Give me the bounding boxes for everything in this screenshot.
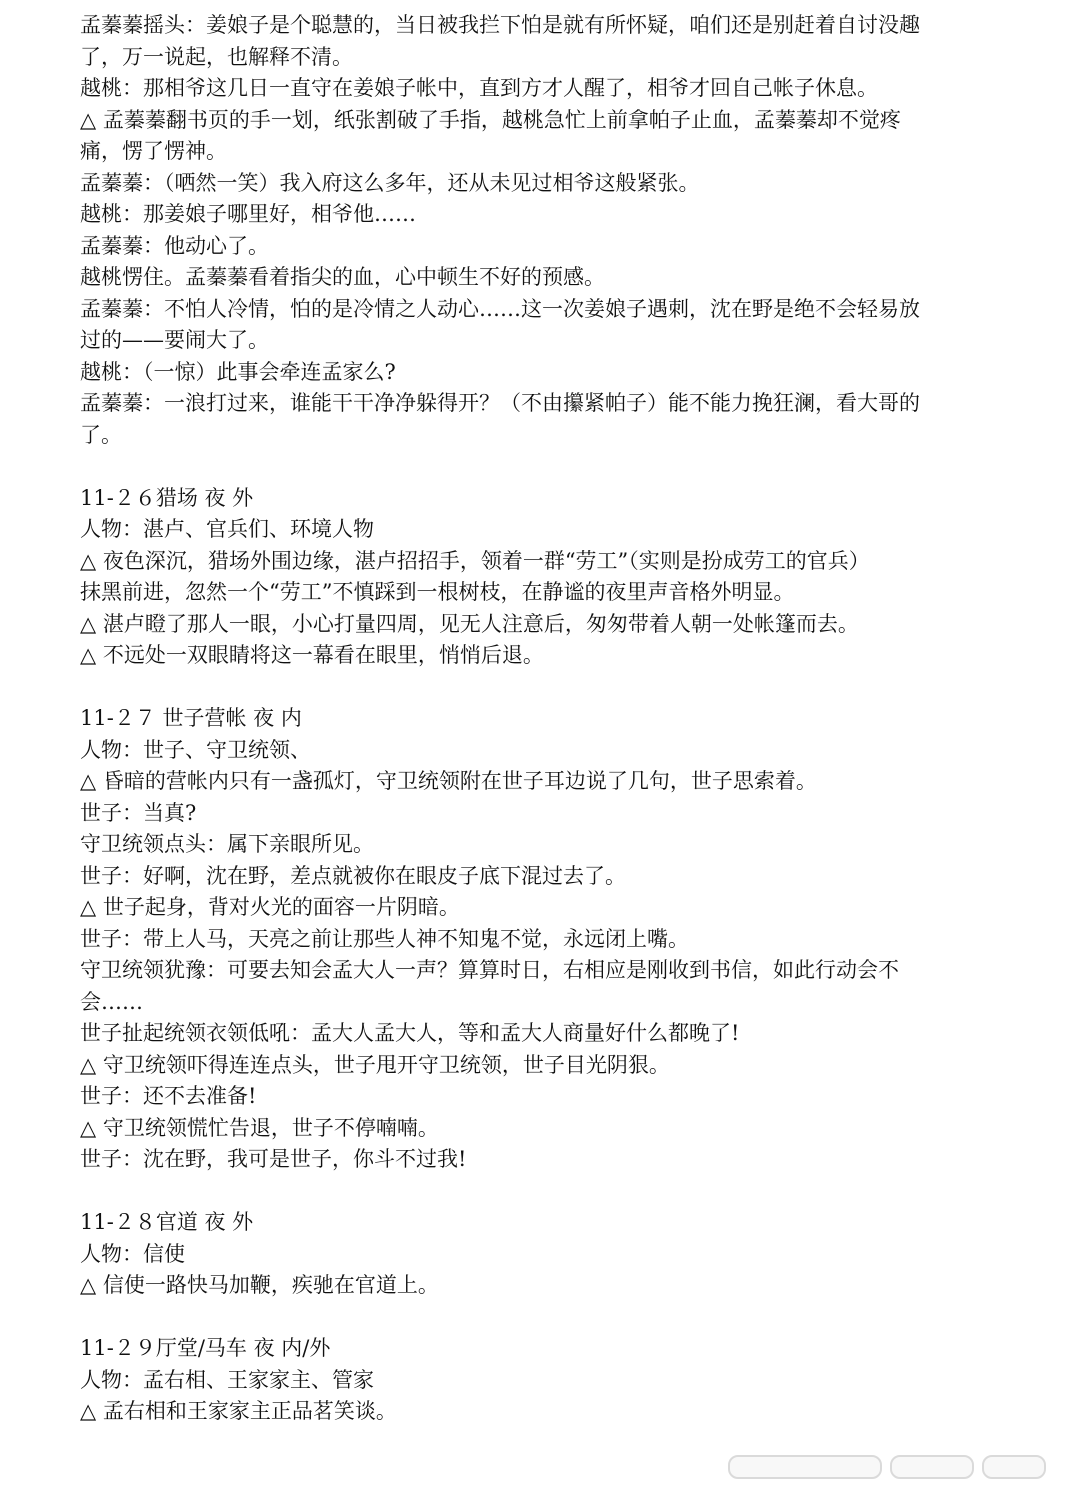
scene-11-26	[80, 483, 1040, 672]
scene-11-28	[80, 1207, 1040, 1302]
text-line: 人物：湛卢、官兵们、环境人物	[80, 517, 374, 541]
script-page	[80, 10, 1040, 1459]
text-line: 越桃愣住。孟蓁蓁看着指尖的血，心中顿生不好的预感。	[80, 265, 605, 289]
text-line: 世子：带上人马，天亮之前让那些人神不知鬼不觉，永远闭上嘴。	[80, 926, 689, 951]
watermark-bar	[890, 1455, 974, 1479]
text-line: 了，万一说起，也解释不清。	[80, 44, 353, 69]
text-line: 人物：信使	[80, 1241, 185, 1266]
text-line: 孟蓁蓁：一浪打过来，谁能干干净净躲得开？（不由攥紧帕子）能不能力挽狂澜，看大哥的	[80, 391, 920, 415]
text-line: △ 守卫统领吓得连连点头，世子甩开守卫统领，世子目光阴狠。	[80, 1052, 670, 1077]
text-line: △ 夜色深沉，猎场外围边缘，湛卢招招手，领着一群“劳工”（实则是扮成劳工的官兵）	[80, 548, 870, 573]
text-line: 越桃：那相爷这几日一直守在姜娘子帐中，直到方才人醒了，相爷才回自己帐子休息。	[80, 76, 878, 100]
text-line: △ 湛卢瞪了那人一眼，小心打量四周，见无人注意后，匆匆带着人朝一处帐篷而去。	[80, 611, 859, 636]
watermark-bar	[728, 1455, 882, 1479]
text-line: 会……	[80, 989, 143, 1014]
text-line: 世子：沈在野，我可是世子，你斗不过我!	[80, 1147, 467, 1171]
text-line: 世子扯起统领衣领低吼：孟大人孟大人，等和孟大人商量好什么都晚了!	[80, 1021, 740, 1045]
text-line: 越桃：（一惊）此事会牵连孟家么?	[80, 359, 396, 384]
text-line: 抹黑前进，忽然一个“劳工”不慎踩到一根树枝，在静谧的夜里声音格外明显。	[80, 580, 795, 604]
text-line: 守卫统领犹豫：可要去知会孟大人一声？算算时日，右相应是刚收到书信，如此行动会不	[80, 958, 899, 982]
text-line: 世子：还不去准备!	[80, 1084, 257, 1108]
text-line: △ 昏暗的营帐内只有一盏孤灯，守卫统领附在世子耳边说了几句，世子思索着。	[80, 769, 817, 793]
text-line: 世子：当真?	[80, 800, 197, 825]
text-line: △ 不远处一双眼睛将这一幕看在眼里，悄悄后退。	[80, 643, 544, 667]
text-line: 越桃：那姜娘子哪里好，相爷他……	[80, 202, 416, 226]
blurred-watermark-icon	[728, 1454, 1058, 1480]
text-line: 孟蓁蓁：他动心了。	[80, 233, 269, 258]
scene-intro	[80, 10, 1040, 451]
text-line: 人物：孟右相、王家家主、管家	[80, 1367, 374, 1392]
text-line: 过的——要闹大了。	[80, 328, 269, 352]
text-line: △ 孟右相和王家家主正品茗笑谈。	[80, 1399, 397, 1423]
text-line: △ 世子起身，背对火光的面容一片阴暗。	[80, 895, 460, 919]
text-line: △ 信使一路快马加鞭，疾驰在官道上。	[80, 1273, 439, 1297]
scene-heading: 11-２９厅堂/马车 夜 内/外	[80, 1336, 331, 1360]
scene-heading: 11-２６猎场 夜 外	[80, 485, 254, 510]
scene-11-29	[80, 1333, 1040, 1428]
text-line: 孟蓁蓁：（哂然一笑）我入府这么多年，还从未见过相爷这般紧张。	[80, 170, 700, 195]
text-line: 守卫统领点头：属下亲眼所见。	[80, 832, 374, 856]
text-line: 孟蓁蓁：不怕人冷情，怕的是冷情之人动心……这一次姜娘子遇刺，沈在野是绝不会轻易放	[80, 296, 920, 321]
text-line: 世子：好啊，沈在野，差点就被你在眼皮子底下混过去了。	[80, 863, 626, 888]
watermark-bar	[982, 1455, 1046, 1479]
text-line: △ 守卫统领慌忙告退，世子不停喃喃。	[80, 1115, 439, 1140]
text-line: 了。	[80, 422, 122, 447]
scene-heading: 11-２８官道 夜 外	[80, 1210, 254, 1234]
text-line: △ 孟蓁蓁翻书页的手一划，纸张割破了手指，越桃急忙上前拿帕子止血，孟蓁蓁却不觉疼	[80, 107, 901, 132]
text-line: 孟蓁蓁摇头：姜娘子是个聪慧的，当日被我拦下怕是就有所怀疑，咱们还是别赶着自讨没趣	[80, 13, 920, 37]
text-line: 人物：世子、守卫统领、	[80, 737, 311, 762]
scene-11-27	[80, 703, 1040, 1176]
text-line: 痛，愣了愣神。	[80, 139, 227, 163]
scene-heading: 11-２７ 世子营帐 夜 内	[80, 706, 302, 730]
